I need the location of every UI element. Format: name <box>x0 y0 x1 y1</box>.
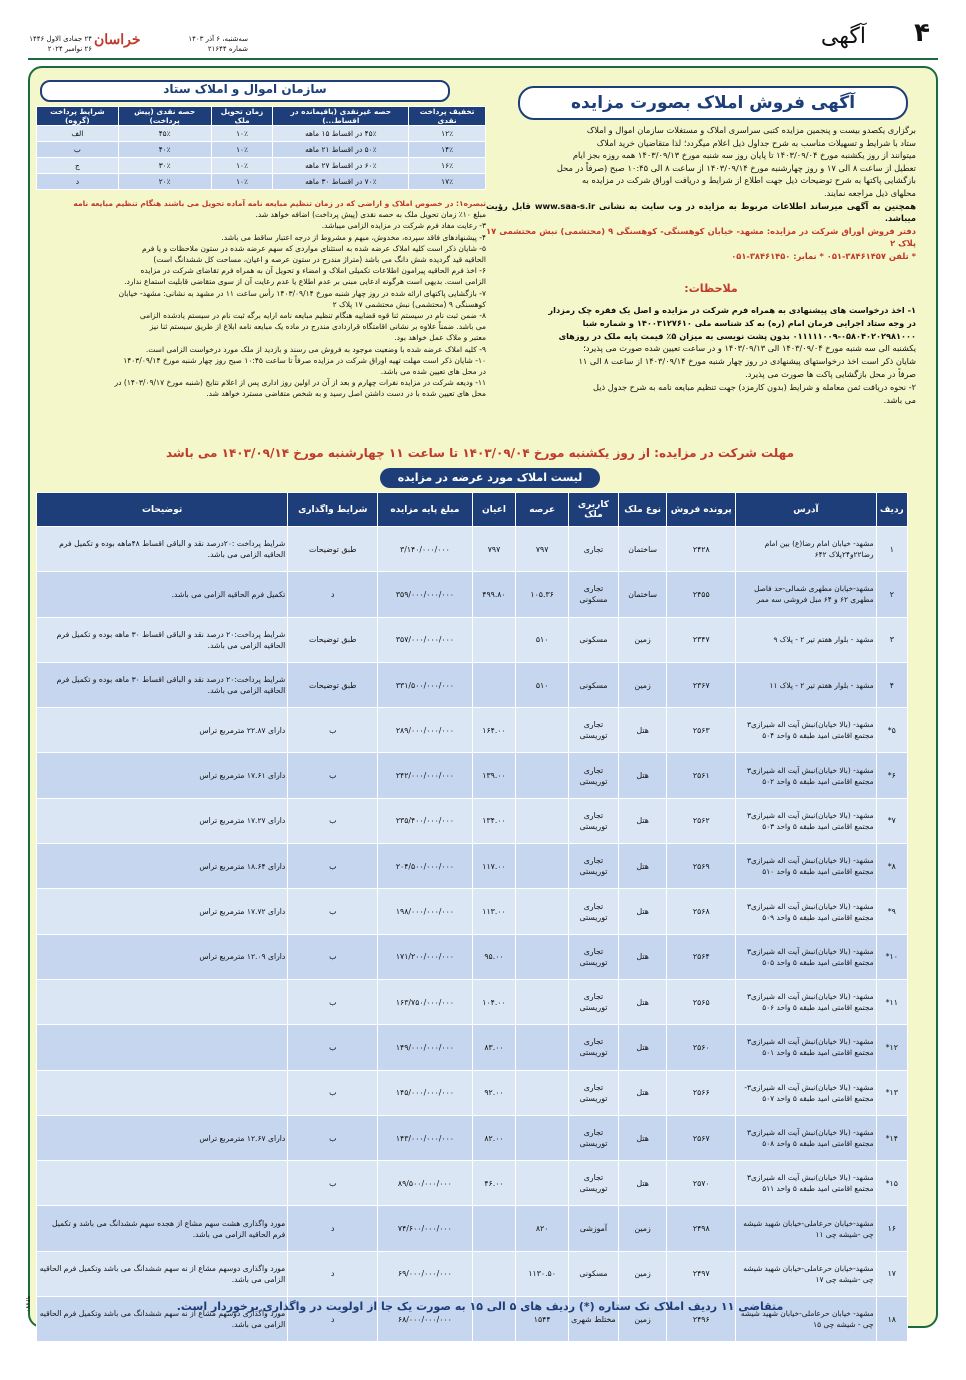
column-header: مبلغ پایه مزایده <box>378 493 472 527</box>
table-cell: ۱۶ <box>876 1206 907 1251</box>
table-cell <box>472 662 516 707</box>
table-cell: ۱۳* <box>876 1070 907 1115</box>
masthead <box>28 32 248 58</box>
table-cell: تجاری توریستی <box>568 708 618 753</box>
pay-row <box>37 174 486 190</box>
table-cell: ۶* <box>876 753 907 798</box>
table-cell: زمین <box>619 1251 667 1296</box>
table-cell: تجاری توریستی <box>568 1115 618 1160</box>
table-cell: تجاری توریستی <box>568 934 618 979</box>
table-cell: تجاری توریستی <box>568 753 618 798</box>
table-row <box>37 527 908 572</box>
table-cell: ۷۴/۶۰۰/۰۰۰/۰۰۰ <box>378 1206 472 1251</box>
side-note-line: ۱۱- ودیعه شرکت در مزایده نفرات چهارم و بعد از آن در اولین روز اداری پس از اعلام نتایج (شنبه مورخ ۱۴۰۳/۰۹/۱۷) در <box>114 378 486 388</box>
pay-header: زمان تحویل ملک <box>211 107 273 126</box>
table-cell: ۱۲* <box>876 1025 907 1070</box>
table-cell <box>516 798 568 843</box>
table-cell: ۱۴* <box>876 1115 907 1160</box>
table-cell: ۳۵۹/۰۰۰/۰۰۰/۰۰۰ <box>378 572 472 617</box>
pay-cell: ۳۰٪ <box>118 158 211 174</box>
pay-cell: ۱۶٪ <box>409 158 486 174</box>
table-cell: ۸* <box>876 844 907 889</box>
table-cell: ب <box>288 753 378 798</box>
pay-cell: ۵۰٪ در اقساط ۲۱ ماهه <box>273 142 409 158</box>
table-cell: ۱۴۵/۰۰۰/۰۰۰/۰۰۰ <box>378 1070 472 1115</box>
payment-terms-table <box>36 106 486 190</box>
pay-header: حصه نقدی (پیش پرداخت) <box>118 107 211 126</box>
table-cell: مشهد- (بالا خیابان)نبش آیت اله شیرازی۳ مجتمع اقامتی امید طبقه ۵ واحد ۵۱۰ <box>736 844 876 889</box>
table-cell: شرایط پرداخت:۲۰ درصد نقد و الباقی اقساط ۳۰ ماهه بوده و تکمیل فرم الحاقیه الزامی می باشد. <box>37 662 288 707</box>
table-cell: تجاری مسکونی <box>568 572 618 617</box>
side-note-line: تبصره۱: در خصوص املاک و اراضی که در زمان تنظیم مبایعه نامه آماده تحویل می باشند هنگام تنظیم مبایعه نامه <box>73 199 486 208</box>
table-cell: مشهد-خیابان مطهری شمالی-حد فاصل مطهری ۶۲ و ۶۴ مبل فروشی سه ممر <box>736 572 876 617</box>
table-cell: ب <box>288 979 378 1024</box>
table-cell: ۷۹۷ <box>516 527 568 572</box>
table-cell: مورد واگذاری دوسهم مشاع از نه سهم ششدانگ می باشد وتکمیل فرم الحاقیه الزامی می باشد. <box>37 1251 288 1296</box>
table-cell: ۱۹۸/۰۰۰/۰۰۰/۰۰۰ <box>378 889 472 934</box>
table-cell: شرایط پرداخت :۲۰درصد نقد و الباقی اقساط ۴۸ماهه بوده و تکمیل فرم الحاقیه الزامی می باشد. <box>37 527 288 572</box>
pay-cell: ۴۵٪ در اقساط ۱۵ ماهه <box>273 126 409 142</box>
table-cell: دارای ۱۷.۷۲ مترمربع تراس <box>37 889 288 934</box>
table-cell: ۱۰۵.۳۶ <box>516 572 568 617</box>
table-cell <box>516 1115 568 1160</box>
table-cell: ۸۹/۵۰۰/۰۰۰/۰۰۰ <box>378 1161 472 1206</box>
table-cell: ۸۲۰ <box>516 1206 568 1251</box>
table-cell: طبق توضیحات <box>288 662 378 707</box>
table-cell: ۳/۱۴۰/۰۰۰/۰۰۰ <box>378 527 472 572</box>
table-cell: طبق توضیحات <box>288 527 378 572</box>
side-note-line: ۳- رعایت مفاد فرم شرکت در مزایده الزامی میباشد. <box>321 221 486 231</box>
table-cell <box>37 1161 288 1206</box>
side-notes <box>36 198 486 400</box>
side-note-line: الحاقیه قید گردیده شش دانگ می باشد (متراژ مندرج در ستون عرصه و اعیان، مساحت کل ششدانگ است) <box>153 255 486 265</box>
table-cell: ۵۱۰ <box>516 617 568 662</box>
issue-info: سه‌شنبه، ۶ آذر ۱۴۰۳ شماره ۲۱۶۴۴ <box>188 35 248 53</box>
table-cell: ب <box>288 1070 378 1115</box>
table-cell: د <box>288 1251 378 1296</box>
table-cell: ۱۷۱/۲۰۰/۰۰۰/۰۰۰ <box>378 934 472 979</box>
pay-cell: د <box>37 174 119 190</box>
pay-cell: ۴۵٪ <box>118 126 211 142</box>
list-title: لیست املاک مورد عرضه در مزایده <box>380 468 600 488</box>
side-note-line: معتبر و ملاک عمل خواهد بود. <box>394 333 486 343</box>
table-cell: ۲۵۶۵ <box>667 979 736 1024</box>
table-cell: مشهد- (بالا خیابان)نبش آیت اله شیرازی۳ مجتمع اقامتی امید طبقه ۵ واحد ۵۰۵ <box>736 934 876 979</box>
table-cell: ۱۰* <box>876 934 907 979</box>
table-cell: ۲۵۶۳ <box>667 708 736 753</box>
table-cell <box>37 1025 288 1070</box>
table-cell: ۲۴۹۸ <box>667 1206 736 1251</box>
table-row <box>37 844 908 889</box>
pay-cell: ۱۷٪ <box>409 174 486 190</box>
table-cell: د <box>288 572 378 617</box>
table-cell: ۲۵۶۲ <box>667 798 736 843</box>
pay-cell: ۷۰٪ در اقساط ۳۰ ماهه <box>273 174 409 190</box>
table-cell: ۸۳.۰۰ <box>472 1025 516 1070</box>
table-cell: ۲۳۴۷ <box>667 617 736 662</box>
table-cell: ۱۵* <box>876 1161 907 1206</box>
table-cell: ۷۹۷ <box>472 527 516 572</box>
alt-dates: ۲۴ جمادی الاول ۱۴۴۶ ۲۶ نوامبر ۲۰۲۴ <box>29 35 92 53</box>
table-cell <box>516 1025 568 1070</box>
table-cell: دارای ۱۷.۶۱ مترمربع تراس <box>37 753 288 798</box>
table-cell: زمین <box>619 617 667 662</box>
table-cell: مشهد-خیابان حرعاملی-خیابان شهید شیشه چی -شیشه چی ۱۷ <box>736 1251 876 1296</box>
table-row <box>37 934 908 979</box>
table-cell: مشهد- (بالا خیابان)نبش آیت اله شیرازی۳ مجتمع اقامتی امید طبقه ۵ واحد ۵۰۹ <box>736 889 876 934</box>
footer-note: متقاضی ۱۱ ردیف املاک تک ستاره (*) ردیف های ۵ الی ۱۵ به صورت یک جا از اولویت در واگذاری برخوردار است. <box>176 1300 784 1313</box>
table-cell: مورد واگذاری هشت سهم مشاع از هجده سهم ششدانگ می باشد و تکمیل فرم الحاقیه الزامی می باشد. <box>37 1206 288 1251</box>
table-cell: مشهد- (بالا خیابان)نبش آیت اله شیرازی۳-مجتمع اقامتی امید طبقه ۵ واحد ۵۰۷ <box>736 1070 876 1115</box>
column-header: شرایط واگذاری <box>288 493 378 527</box>
table-cell: ۱۷ <box>876 1251 907 1296</box>
table-cell: ۲۴۲۸ <box>667 527 736 572</box>
section-title: آگهی <box>820 24 866 49</box>
table-cell: ۲۵۶۰ <box>667 1025 736 1070</box>
table-cell: هتل <box>619 934 667 979</box>
table-cell: زمین <box>619 662 667 707</box>
table-cell: ۱۰۴.۰۰ <box>472 979 516 1024</box>
table-cell: طبق توضیحات <box>288 617 378 662</box>
table-cell <box>516 1161 568 1206</box>
table-cell: ۱۳۴.۰۰ <box>472 798 516 843</box>
table-cell: تجاری توریستی <box>568 798 618 843</box>
side-note-line: ۷- بازگشایی پاکتهای ارائه شده در روز چهار شنبه مورخ ۱۴۰۳/۰۹/۱۴ رأس ساعت ۱۱ در مشهد به نشانی: مشهد- خیابان <box>118 288 486 298</box>
table-cell: ب <box>288 934 378 979</box>
table-cell: تکمیل فرم الحاقیه الزامی می باشد. <box>37 572 288 617</box>
table-row <box>37 1070 908 1115</box>
side-note-line: ۵- شایان ذکر است کلیه املاک عرضه شده به استثنای مواردی که سهم عرضه شده در ستون ملاحظات و یا فرم <box>141 243 486 253</box>
pay-cell: ۱۰٪ <box>211 142 273 158</box>
side-note-line: ۱۰- شایان ذکر است مهلت تهیه اوراق شرکت در مزایده صرفاً تا ساعت ۱۰:۴۵ صبح روز چهار شنبه مورخ ۱۴۰۳/۰۹/۱۴ <box>123 355 486 365</box>
table-row <box>37 889 908 934</box>
table-cell: ب <box>288 708 378 753</box>
table-cell: شرایط پرداخت:۲۰ درصد نقد و الباقی اقساط ۳۰ ماهه بوده و تکمیل فرم الحاقیه الزامی می باشد. <box>37 617 288 662</box>
property-table <box>36 492 908 1342</box>
table-cell: ۴ <box>876 662 907 707</box>
side-note-line: در محل های تعیین شده می باشد. <box>380 367 486 377</box>
ad-title: آگهی فروش املاک بصورت مزایده <box>518 86 908 120</box>
table-cell: ۲۴۵۵ <box>667 572 736 617</box>
notes-text: ۱- اخذ درخواست های پیشنهادی به همراه فرم شرکت در مزایده و اصل یک فقره چک رمزدار در وجه ستاد اجرایی فرمان امام (ره) به کد شناسه ملی ۱۴۰۰۳۱۲۷۶۱۰ و شماره شبا ۰۱۱۱۱۱۰۰۹-۰۵۸۰۴۰۲۰۲۹۸۱۰۰۰ بدون پشت نویسی به میزان ۵٪ قیمت پایه ملک در روزهای یکشنبه الی سه شنبه مورخ ۱۴۰۳/۰۹/۰۴ الی ۱۴۰۳/۰۹/۱۳ و در ساعت تعیین شده صورت می پذیرد؛ شایان ذکر است اخذ درخواستهای پیشنهادی در روز چهار شنبه مورخ ۱۴۰۳/۰۹/۱۴ از ساعت ۸ الی ۱۱ صرفاً در محل بازگشایی پاکت ها صورت می پذیرد. ۲- نحوه دریافت ثمن معامله و شرایط (بدون کارمزد) جهت تنظیم مبایعه نامه به شرح جدول ذیل می باشد. <box>548 305 916 405</box>
header-rule <box>28 58 938 60</box>
table-cell: ب <box>288 889 378 934</box>
table-cell: تجاری توریستی <box>568 1070 618 1115</box>
table-cell: ۲۴۹۶ <box>667 1297 736 1342</box>
page-header <box>0 0 966 64</box>
table-cell: زمین <box>619 1297 667 1342</box>
page-number: ۴ <box>914 18 930 48</box>
side-note-line: ۹- کلیه املاک عرضه شده با وضعیت موجود به فروش می رسند و بازدید از ملک مورد درخواست الزامی است. <box>145 344 486 354</box>
table-cell: ۳ <box>876 617 907 662</box>
table-cell <box>516 753 568 798</box>
table-cell: ۲۵۶۶ <box>667 1070 736 1115</box>
intro-text: برگزاری یکصدو بیست و پنجمین مزایده کتبی سراسری املاک و مستغلات سازمان اموال و املاک ستاد با شرایط و تسهیلات مناسب به شرح جداول ذیل اعلام میگردد؛ لذا متقاضیان خرید املاک میتوانند از روز یکشنبه مورخ ۱۴۰۳/۰۹/۰۴ تا پایان روز سه شنبه مورخ ۱۴۰۳/۰۹/۱۳ همه روزه بجز ایام تعطیل از ساعت ۸ الی ۱۷ و روز چهارشنبه مورخ ۱۴۰۳/۰۹/۱۴ از ساعت ۸ الی ۱۰:۴۵ صبح (صرفاً در محل بازگشایی پاکتها به شرح توضیحات ذیل جهت اطلاع از شرایط و دریافت اوراق شرکت در مزایده به محلهای ذیل مراجعه نمایند. همچنین به آگهی میرساند اطلاعات مربوط به مزایده در وب سایت به نشانی www.saa-s.ir قابل رؤیت میباشد. دفتر فروش اوراق شرکت در مزایده: مشهد- خیابان کوهسنگی- کوهسنگی ۹ (محتشمی) نبش محتشمی ۱۷ پلاک ۲ * تلفن ۳۸۴۶۱۴۵۷-۰۵۱ * نمابر: ۳۸۴۶۱۴۵۰-۰۵۱ <box>486 125 916 261</box>
table-row <box>37 1161 908 1206</box>
office-address: دفتر فروش اوراق شرکت در مزایده: مشهد- خیابان کوهسنگی- کوهسنگی ۹ (محتشمی) نبش محتشمی ۱۷ پلاک ۲ <box>486 225 916 249</box>
table-cell: تجاری <box>568 527 618 572</box>
table-row <box>37 1251 908 1296</box>
table-cell: ۱۱* <box>876 979 907 1024</box>
table-cell: ۶۹/۰۰۰/۰۰۰/۰۰۰ <box>378 1251 472 1296</box>
table-cell <box>516 1070 568 1115</box>
pay-cell: الف <box>37 126 119 142</box>
deadline: مهلت شرکت در مزایده: از روز یکشنبه مورخ ۱۴۰۳/۰۹/۰۴ تا ساعت ۱۱ چهارشنبه مورخ ۱۴۰۳/۰۹/۱۴ می باشد <box>165 446 794 460</box>
table-cell <box>37 1070 288 1115</box>
table-cell: ۲۵۷۰ <box>667 1161 736 1206</box>
column-header: نوع ملک <box>619 493 667 527</box>
side-note-line: محل های تعیین شده با در دست داشتن اصل رسید و به شخص متقاضی مسترد خواهد شد. <box>206 389 486 399</box>
table-cell: ب <box>288 1115 378 1160</box>
table-cell: ۱۱۳.۰۰ <box>472 889 516 934</box>
table-cell: هتل <box>619 844 667 889</box>
table-cell: مشهد- (بالا خیابان)نبش آیت اله شیرازی۳ مجتمع اقامتی امید طبقه ۵ واحد ۵۰۴ <box>736 708 876 753</box>
table-cell: مشهد- (بالا خیابان)نبش آیت اله شیرازی۳ مجتمع اقامتی امید طبقه ۵ واحد ۵۰۳ <box>736 798 876 843</box>
table-cell: ۱۸ <box>876 1297 907 1342</box>
table-cell: ۶۸/۰۰۰/۰۰۰/۰۰۰ <box>378 1297 472 1342</box>
table-cell: مختلط شهری <box>568 1297 618 1342</box>
table-cell: تجاری توریستی <box>568 844 618 889</box>
table-cell: ۱۴۹/۰۰۰/۰۰۰/۰۰۰ <box>378 1025 472 1070</box>
column-header: عرصه <box>516 493 568 527</box>
barcode-number: ۹۴۷۷۰ <box>24 1296 31 1313</box>
table-cell: مورد واگذاری دوسهم مشاع از نه سهم ششدانگ می باشد وتکمیل فرم الحاقیه الزامی می باشد. <box>37 1297 288 1342</box>
pay-cell: ۱۴٪ <box>409 142 486 158</box>
table-cell <box>472 617 516 662</box>
pay-header: تخفیف پرداخت نقدی <box>409 107 486 126</box>
table-cell: مشهد - بلوار هفتم تیر ۲ - پلاک ۹ <box>736 617 876 662</box>
table-cell: ۲۴۲/۰۰۰/۰۰۰/۰۰۰ <box>378 753 472 798</box>
table-cell: ۷* <box>876 798 907 843</box>
table-cell: ۱۵۴۴ <box>516 1297 568 1342</box>
table-cell: ۵* <box>876 708 907 753</box>
table-cell: تجاری توریستی <box>568 1161 618 1206</box>
org-title: سازمان اموال و املاک ستاد <box>40 80 450 102</box>
pay-header: حصه غیرنقدی (باقیمانده در اقساط...) <box>273 107 409 126</box>
table-cell: تجاری توریستی <box>568 889 618 934</box>
table-cell: ۵۱۰ <box>516 662 568 707</box>
table-cell: ۹۲.۰۰ <box>472 1070 516 1115</box>
table-row <box>37 617 908 662</box>
table-cell: مشهد-خیابان حرعاملی-خیابان شهید شیشه چی -شیشه چی ۱۱ <box>736 1206 876 1251</box>
table-cell: مشهد - بلوار هفتم تیر ۲ - پلاک ۱۱ <box>736 662 876 707</box>
phone-line: * تلفن ۳۸۴۶۱۴۵۷-۰۵۱ * نمابر: ۳۸۴۶۱۴۵۰-۰۵۱ <box>731 250 916 261</box>
side-note-line: ۶- اخذ فرم الحاقیه پیرامون اطلاعات تکمیلی املاک و امضاء و تحویل آن به همراه فرم تقاضای شرکت در مزایده <box>140 266 486 276</box>
table-cell: هتل <box>619 753 667 798</box>
table-cell: تجاری توریستی <box>568 979 618 1024</box>
table-cell: هتل <box>619 979 667 1024</box>
table-cell: هتل <box>619 1070 667 1115</box>
table-cell: ب <box>288 1161 378 1206</box>
table-cell: دارای ۱۷.۲۷ مترمربع تراس <box>37 798 288 843</box>
table-row <box>37 1206 908 1251</box>
table-row <box>37 662 908 707</box>
table-cell: مشهد- (بالا خیابان)نبش آیت اله شیرازی۳ مجتمع اقامتی امید طبقه ۵ واحد ۵۰۸ <box>736 1115 876 1160</box>
pay-row <box>37 126 486 142</box>
column-header: ردیف <box>876 493 907 527</box>
side-note-line: کوهسنگی ۹ (محتشمی) نبش محتشمی ۱۷ پلاک ۲ <box>332 299 486 309</box>
table-cell: مشهد- (بالا خیابان)نبش آیت اله شیرازی۳ مجتمع اقامتی امید طبقه ۵ واحد ۵۰۲ <box>736 753 876 798</box>
table-cell: هتل <box>619 1025 667 1070</box>
website-line: همچنین به آگهی میرساند اطلاعات مربوط به مزایده در وب سایت به نشانی www.saa-s.ir قابل رؤیت میباشد. <box>486 200 916 224</box>
side-note-line: ۴- پیشنهادهای فاقد سپرده، مخدوش، مبهم و مشروط از درجه اعتبار ساقط می باشد. <box>221 232 486 242</box>
column-header: کاربری ملک <box>568 493 618 527</box>
table-cell: د <box>288 1206 378 1251</box>
table-cell: ۲۵۶۷ <box>667 1115 736 1160</box>
pay-cell: ۱۲٪ <box>409 126 486 142</box>
table-cell: مشهد- (بالا خیابان)نبش آیت اله شیرازی۳ مجتمع اقامتی امید طبقه ۵ واحد ۵۰۶ <box>736 979 876 1024</box>
table-cell: ۲ <box>876 572 907 617</box>
table-cell <box>516 979 568 1024</box>
table-cell: ۳۵۷/۰۰۰/۰۰۰/۰۰۰ <box>378 617 472 662</box>
table-cell: ۸۲.۰۰ <box>472 1115 516 1160</box>
table-cell: ۴۶.۰۰ <box>472 1161 516 1206</box>
table-cell: ۲۰۴/۵۰۰/۰۰۰/۰۰۰ <box>378 844 472 889</box>
table-cell: ۱۳۹.۰۰ <box>472 753 516 798</box>
table-cell: مشهد- (بالا خیابان)نبش آیت اله شیرازی۳ مجتمع اقامتی امید طبقه ۵ واحد ۵۱۱ <box>736 1161 876 1206</box>
table-cell <box>37 979 288 1024</box>
side-note-line: ۸- ضمن ثبت نام در سیستم ثنا قوه قضاییه هنگام تنظیم مبایعه نامه ارایه برگه ثبت نام در سیستم یادشده الزامی <box>139 311 486 321</box>
table-cell <box>472 1206 516 1251</box>
table-cell: ۱۴۳/۰۰۰/۰۰۰/۰۰۰ <box>378 1115 472 1160</box>
table-cell: ۲۳۶۷ <box>667 662 736 707</box>
table-row <box>37 979 908 1024</box>
table-cell: ساختمان <box>619 572 667 617</box>
table-cell: مشهد- (بالا خیابان)نبش آیت اله شیرازی۳ مجتمع اقامتی امید طبقه ۵ واحد ۵۰۱ <box>736 1025 876 1070</box>
column-header: اعیان <box>472 493 516 527</box>
table-cell: مشهد- خیابان امام رضا(ع) بین امام رضا۲۲و۲۴پلاک ۶۴۲ <box>736 527 876 572</box>
table-cell: ۱۶۳/۷۵۰/۰۰۰/۰۰۰ <box>378 979 472 1024</box>
table-cell: مسکونی <box>568 662 618 707</box>
table-cell <box>472 1251 516 1296</box>
pay-cell: ۶۰٪ در اقساط ۲۷ ماهه <box>273 158 409 174</box>
table-cell: ۲۳۵/۴۰۰/۰۰۰/۰۰۰ <box>378 798 472 843</box>
table-cell: مسکونی <box>568 617 618 662</box>
pay-cell: ۴۰٪ <box>118 142 211 158</box>
table-row <box>37 1025 908 1070</box>
side-note-line: می باشد. ضمناً علاوه بر نشانی اقامتگاه قراردادی مندرج در ماده یک مبایعه نامه ابلاغ از طریق سیستم ثنا نیز <box>149 322 486 332</box>
table-cell: هتل <box>619 889 667 934</box>
table-cell: ۴۹۹.۸۰ <box>472 572 516 617</box>
table-cell: تجاری توریستی <box>568 1025 618 1070</box>
pay-cell: ج <box>37 158 119 174</box>
table-cell: ۱۱۷.۰۰ <box>472 844 516 889</box>
table-cell <box>516 708 568 753</box>
pay-cell: ۱۰٪ <box>211 126 273 142</box>
table-cell: ب <box>288 798 378 843</box>
notes-title: ملاحظات: <box>684 282 738 295</box>
pay-header: شرایط پرداخت (گروه) <box>37 107 119 126</box>
table-cell: ۲۵۶۱ <box>667 753 736 798</box>
table-cell: ب <box>288 844 378 889</box>
table-cell: هتل <box>619 1115 667 1160</box>
pay-cell: ۱۰٪ <box>211 158 273 174</box>
table-row <box>37 798 908 843</box>
table-cell: ۹* <box>876 889 907 934</box>
table-cell: ۲۸۹/۰۰۰/۰۰۰/۰۰۰ <box>378 708 472 753</box>
table-row <box>37 753 908 798</box>
table-cell: ۱۱۳۰.۵۰ <box>516 1251 568 1296</box>
table-row <box>37 708 908 753</box>
side-note-line: مبلغ ۱۰٪ زمان تحویل ملک به حصه نقدی (پیش پرداخت) اضافه خواهد شد. <box>255 210 486 220</box>
table-cell <box>516 934 568 979</box>
pay-row <box>37 142 486 158</box>
pay-cell: ۱۰٪ <box>211 174 273 190</box>
newspaper-logo: خراسان <box>94 32 141 48</box>
side-note-line: الزامی است. بدیهی است هرگونه ادعایی مبنی بر عدم اطلاع یا عدم رعایت آن از سوی متقاضی قابلیت استماع ندارد. <box>124 277 486 287</box>
table-cell: ۹۵.۰۰ <box>472 934 516 979</box>
table-row <box>37 572 908 617</box>
table-cell: د <box>288 1297 378 1342</box>
table-cell <box>516 889 568 934</box>
table-cell: هتل <box>619 1161 667 1206</box>
table-cell: آموزشی <box>568 1206 618 1251</box>
column-header: پرونده فروش <box>667 493 736 527</box>
table-cell: ۲۵۶۸ <box>667 889 736 934</box>
column-header: توضیحات <box>37 493 288 527</box>
table-cell: ب <box>288 1025 378 1070</box>
pay-row <box>37 158 486 174</box>
column-header: آدرس <box>736 493 876 527</box>
table-cell: هتل <box>619 708 667 753</box>
table-cell: ساختمان <box>619 527 667 572</box>
table-cell: مسکونی <box>568 1251 618 1296</box>
table-cell: ۱ <box>876 527 907 572</box>
table-cell: دارای ۱۸.۶۴ مترمربع تراس <box>37 844 288 889</box>
pay-cell: ۲۰٪ <box>118 174 211 190</box>
table-cell: ۲۵۶۴ <box>667 934 736 979</box>
table-cell: مشهد- خیابان حرعاملی-خیابان شهید شیشه چی - شیشه چی ۱۵ <box>736 1297 876 1342</box>
table-cell: دارای ۲۲.۸۷ مترمربع تراس <box>37 708 288 753</box>
table-cell: ۱۶۴.۰۰ <box>472 708 516 753</box>
table-cell: ۲۴۹۷ <box>667 1251 736 1296</box>
table-cell: دارای ۱۲.۶۷ مترمربع تراس <box>37 1115 288 1160</box>
table-row <box>37 1115 908 1160</box>
table-cell: دارای ۱۲.۰۹ مترمربع تراس <box>37 934 288 979</box>
table-cell <box>516 844 568 889</box>
table-cell: زمین <box>619 1206 667 1251</box>
table-cell: ۳۳۱/۵۰۰/۰۰۰/۰۰۰ <box>378 662 472 707</box>
table-cell: هتل <box>619 798 667 843</box>
table-cell: ۲۵۶۹ <box>667 844 736 889</box>
pay-cell: ب <box>37 142 119 158</box>
